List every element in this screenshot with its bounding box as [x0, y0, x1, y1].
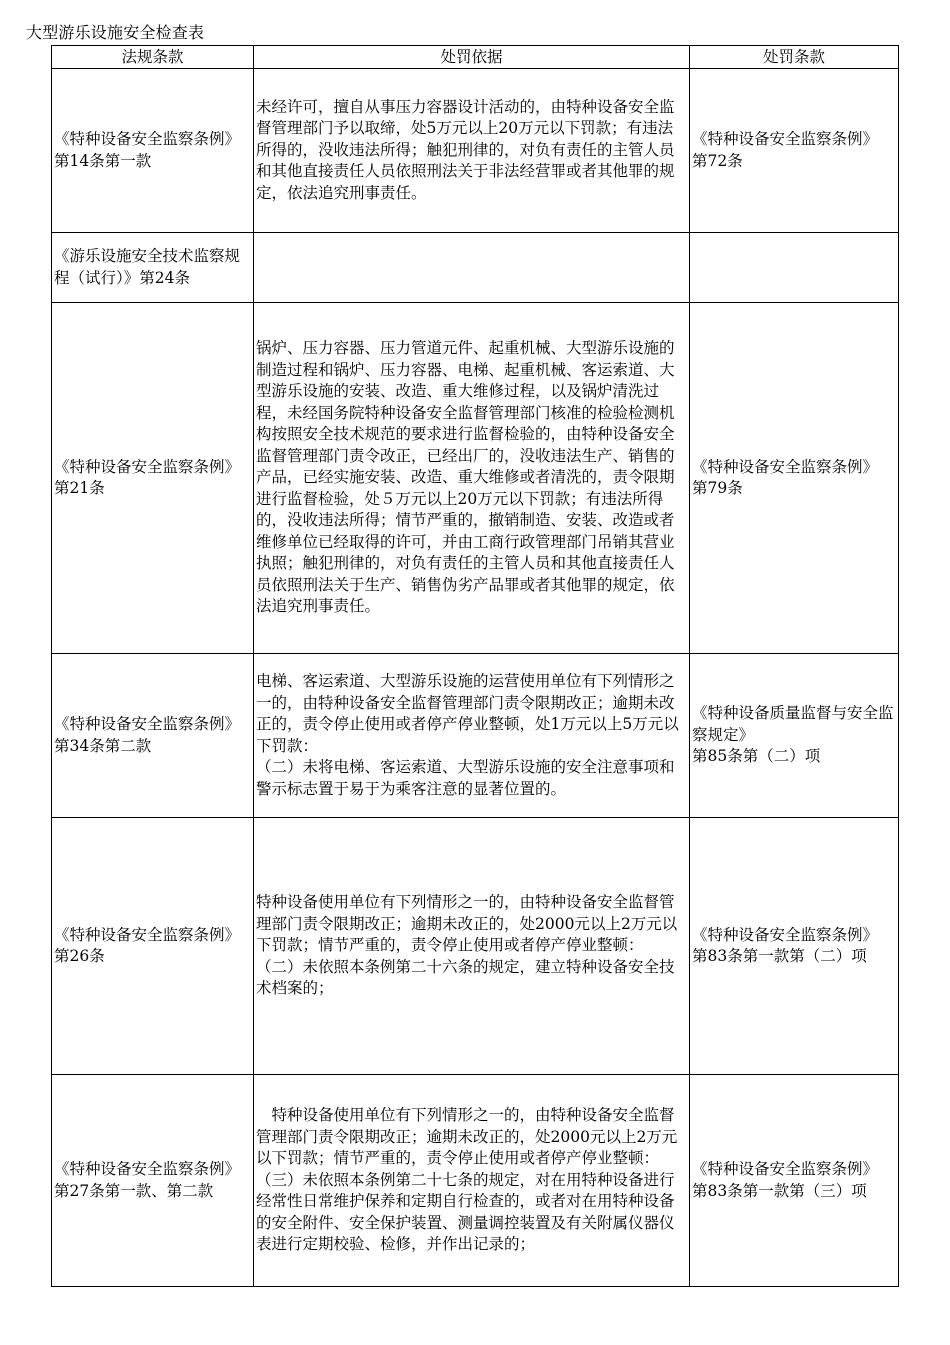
- penalty-clause-line: 《特种设备安全监察条例》: [692, 1160, 879, 1178]
- penalty-clause-cell: [690, 654, 899, 818]
- penalty-basis-paragraph: （二）未依照本条例第二十六条的规定，建立特种设备安全技术档案的；: [256, 957, 675, 998]
- penalty-clause-line: 第72条: [692, 151, 743, 170]
- penalty-clause-line: 第83条第一款第（二）项: [692, 947, 867, 965]
- penalty-clause-line: 《特种设备安全监察条例》: [692, 925, 879, 944]
- penalty-basis-cell: 锅炉、压力容器、压力管道元件、起重机械、大型游乐设施的制造过程和锅炉、压力容器、电梯、起重机械、客运索道、大型游乐设施的安装、改造、重大维修过程，以及锅炉清洗过程，未经国务院特种设备安全监督管理部门核准的检验检测机构按照安全技术规范的要求进行监督检验的，由特种设备安全监督管理部门责令改正，已经出厂的，没收违法生产、销售的产品，已经实施安装、改造、重大维修或者清洗的，责令限期进行监督检验，处５万元以上20万元以下罚款；有违法所得的，没收违法所得；情节严重的，撤销制造、安装、改造或者维修单位已经取得的许可，并由工商行政管理部门吊销其营业执照；触犯刑律的，对负有责任的主管人员和其他直接责任人员依照刑法关于生产、销售伪劣产品罪或者其他罪的规定，依法追究刑事责任。: [254, 303, 690, 654]
- law-clause-cell: 《游乐设施安全技术监察规程（试行）》第24条: [52, 233, 254, 303]
- table-row: [52, 69, 899, 233]
- penalty-basis-paragraph: 电梯、客运索道、大型游乐设施的运营使用单位有下列情形之一的，由特种设备安全监督管理部门责令限期改正；逾期未改正的，责令停止使用或者停产停业整顿，处1万元以上5万元以下罚款：: [256, 672, 679, 755]
- penalty-basis-cell: [254, 654, 690, 818]
- law-clause-cell: 《特种设备安全监察条例》第21条: [52, 303, 254, 654]
- penalty-clause-line: 《特种设备安全监察条例》: [692, 457, 879, 476]
- penalty-clause-cell: [690, 69, 899, 233]
- penalty-basis-cell: 未经许可，擅自从事压力容器设计活动的，由特种设备安全监督管理部门予以取缔，处5万元以上20万元以下罚款；有违法所得的，没收违法所得；触犯刑律的，对负有责任的主管人员和其他直接责任人员依照刑法关于非法经营罪或者其他罪的规定，依法追究刑事责任。: [254, 69, 690, 233]
- law-clause-cell: 《特种设备安全监察条例》第14条第一款: [52, 69, 254, 233]
- penalty-clause-cell: [690, 1075, 899, 1287]
- sheet-title: 大型游乐设施安全检查表: [26, 23, 205, 42]
- table-row: [52, 233, 899, 303]
- law-clause-cell: 《特种设备安全监察条例》第34条第二款: [52, 654, 254, 818]
- header-penalty-basis: 处罚依据: [254, 46, 690, 69]
- penalty-basis-cell: [254, 233, 690, 303]
- header-row: [52, 46, 899, 69]
- penalty-clause-line: 第79条: [692, 479, 743, 497]
- penalty-clause-cell: [690, 233, 899, 303]
- header-penalty-clause: 处罚条款: [690, 46, 899, 69]
- law-clause-cell: 《特种设备安全监察条例》第27条第一款、第二款: [52, 1075, 254, 1287]
- penalty-clause-cell: [690, 818, 899, 1075]
- penalty-basis-cell: [254, 818, 690, 1075]
- table-row: [52, 1075, 899, 1287]
- penalty-clause-line: 第85条第（二）项: [692, 747, 821, 766]
- penalty-clause-line: 《特种设备质量监督与安全监察规定》: [692, 704, 894, 744]
- table-row: [52, 303, 899, 654]
- penalty-basis-paragraph: 特种设备使用单位有下列情形之一的，由特种设备安全监督管理部门责令限期改正；逾期未改正的，处2000元以上2万元以下罚款；情节严重的，责令停止使用或者停产停业整顿：: [256, 893, 678, 955]
- header-law-clause: 法规条款: [52, 46, 254, 69]
- penalty-clause-line: 第83条第一款第（三）项: [692, 1181, 867, 1200]
- law-clause-cell: 《特种设备安全监察条例》第26条: [52, 818, 254, 1075]
- penalty-clause-cell: [690, 303, 899, 654]
- table-row: [52, 818, 899, 1075]
- table-row: [52, 654, 899, 818]
- penalty-basis-paragraph: （二）未将电梯、客运索道、大型游乐设施的安全注意事项和警示标志置于易于为乘客注意的显著位置的。: [256, 758, 675, 798]
- penalty-basis-paragraph: 特种设备使用单位有下列情形之一的，由特种设备安全监督管理部门责令限期改正；逾期未改正的，处2000元以上2万元以下罚款；情节严重的，责令停止使用或者停产停业整顿：: [256, 1106, 678, 1168]
- penalty-clause-line: 《特种设备安全监察条例》: [692, 130, 879, 148]
- penalty-basis-cell: [254, 1075, 690, 1287]
- penalty-basis-paragraph: （三）未依照本条例第二十七条的规定，对在用特种设备进行经常性日常维护保养和定期自行检查的，或者对在用特种设备的安全附件、安全保护装置、测量调控装置及有关附属仪器仪表进行定期校验、检修，并作出记录的；: [256, 1170, 675, 1254]
- inspection-table: [51, 45, 899, 1287]
